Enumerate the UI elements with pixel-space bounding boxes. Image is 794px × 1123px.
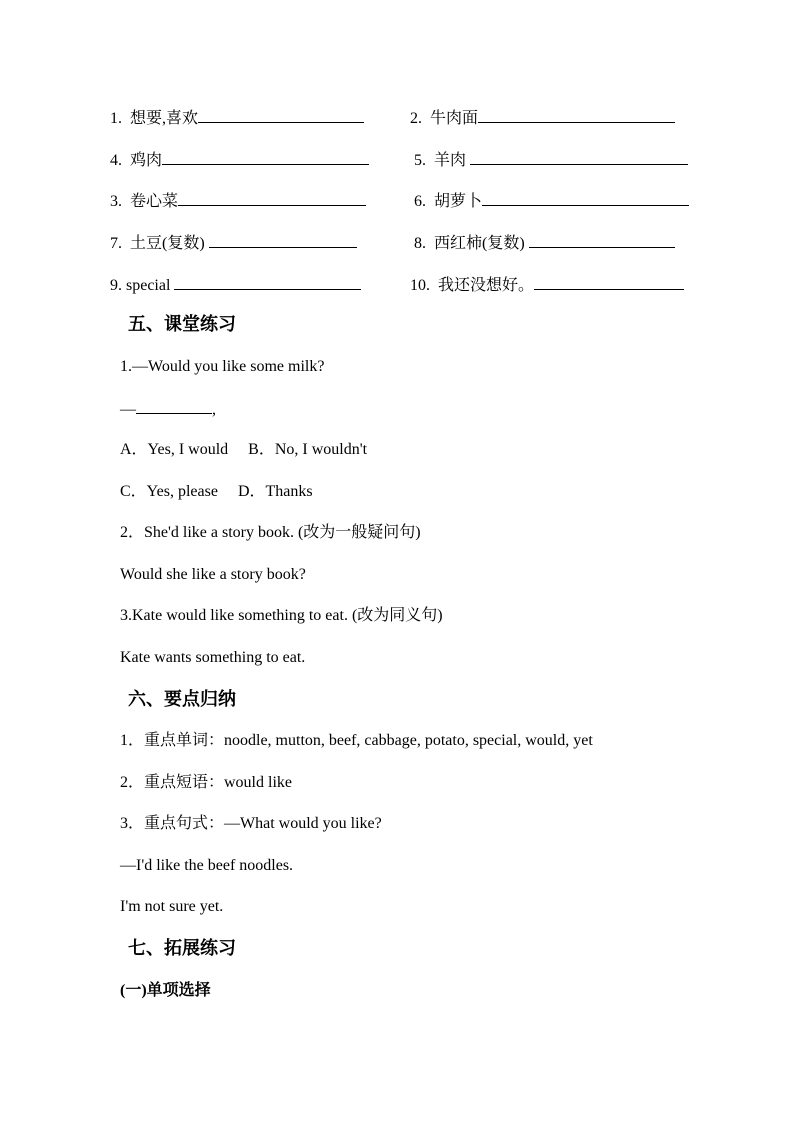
answer-blank[interactable]	[482, 190, 689, 206]
vocab-item	[414, 190, 689, 212]
item-number: 2.	[410, 110, 422, 127]
item-number: 3.	[110, 193, 122, 210]
option-c[interactable]: C．Yes, please	[120, 483, 218, 500]
question-text: 1.—Would you like some milk?	[120, 358, 325, 375]
vocab-item	[414, 232, 675, 254]
answer-blank[interactable]	[478, 107, 675, 123]
item-number: 5.	[414, 152, 426, 169]
answer-blank[interactable]	[198, 107, 364, 123]
answer-line	[120, 398, 216, 420]
summary-sentence-line: I'm not sure yet.	[120, 898, 224, 915]
summary-phrases: 2．重点短语：would like	[120, 774, 292, 791]
answer-text: Would she like a story book?	[120, 566, 306, 583]
item-number: 7.	[110, 235, 122, 252]
summary-sentence-line: —I'd like the beef noodles.	[120, 857, 294, 874]
vocab-item	[110, 232, 357, 254]
options-row	[120, 482, 313, 502]
summary-words: 1．重点单词：noodle, mutton, beef, cabbage, potato, special, would, yet	[120, 732, 593, 749]
option-d[interactable]: D．Thanks	[237, 483, 313, 500]
answer-blank[interactable]	[136, 398, 212, 414]
answer-end: ,	[212, 401, 216, 418]
item-number: 9.	[110, 277, 122, 294]
item-text: 鸡肉	[130, 152, 163, 169]
item-number: 10.	[410, 277, 430, 294]
item-text: 羊肉	[434, 152, 467, 169]
item-number: 8.	[414, 235, 426, 252]
item-text: 我还没想好。	[438, 277, 535, 294]
vocab-item	[110, 190, 366, 212]
answer-blank[interactable]	[534, 274, 684, 290]
item-text: special	[126, 277, 171, 294]
question-text: 3.Kate would like something to eat. (改为同义句)	[120, 607, 443, 624]
vocab-item	[414, 149, 688, 171]
section-heading: 五、课堂练习	[128, 314, 236, 334]
vocab-item	[110, 274, 361, 296]
section-heading: 六、要点归纳	[128, 689, 236, 709]
option-a[interactable]: A．Yes, I would	[120, 441, 229, 458]
answer-blank[interactable]	[470, 149, 688, 165]
vocab-item	[110, 149, 369, 171]
answer-dash: —	[120, 401, 136, 418]
answer-text: Kate wants something to eat.	[120, 649, 306, 666]
item-number: 1.	[110, 110, 122, 127]
item-text: 胡萝卜	[434, 193, 483, 210]
item-text: 土豆(复数)	[130, 235, 205, 252]
summary-sentences: 3．重点句式：—What would you like?	[120, 815, 382, 832]
options-row	[120, 440, 367, 460]
vocab-item	[110, 107, 364, 129]
vocab-item	[410, 107, 675, 129]
subsection-heading: (一)单项选择	[120, 982, 211, 999]
item-text: 想要,喜欢	[130, 110, 199, 127]
answer-blank[interactable]	[209, 232, 357, 248]
question-text: 2．She'd like a story book. (改为一般疑问句)	[120, 524, 421, 541]
vocab-item	[410, 274, 684, 296]
section-heading: 七、拓展练习	[128, 938, 236, 958]
item-number: 6.	[414, 193, 426, 210]
answer-blank[interactable]	[174, 274, 361, 290]
item-text: 牛肉面	[430, 110, 479, 127]
item-text: 西红柿(复数)	[434, 235, 525, 252]
answer-blank[interactable]	[529, 232, 675, 248]
item-number: 4.	[110, 152, 122, 169]
item-text: 卷心菜	[130, 193, 179, 210]
option-b[interactable]: B．No, I wouldn't	[248, 441, 368, 458]
answer-blank[interactable]	[178, 190, 366, 206]
answer-blank[interactable]	[162, 149, 369, 165]
